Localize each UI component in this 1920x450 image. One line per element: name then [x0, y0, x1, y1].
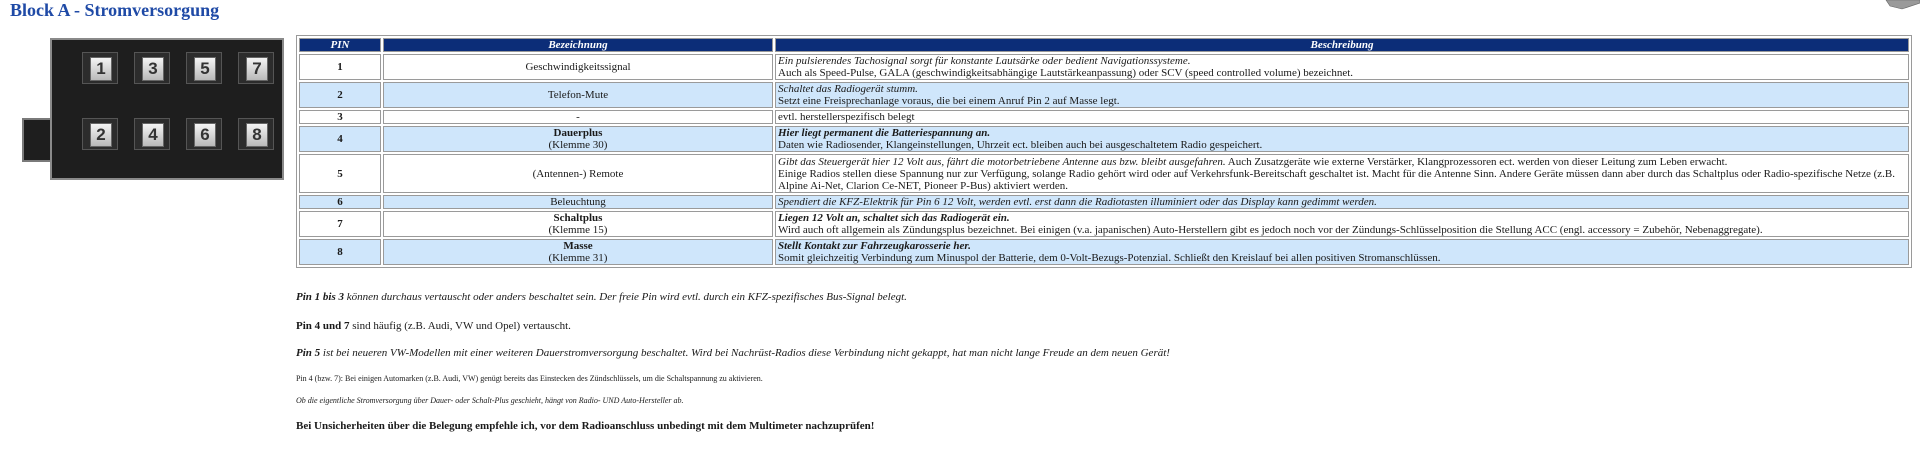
description-text: Einige Radios stellen diese Spannung nur zur Verfügung, solange Radio gehört wird oder auf Verkehrsfunk-Bereitschaft geschaltet ist. Macht für die Antenne Sinn. Andere Geräte müssen dann aber durch das Schaltplus oder Radio-spezifische Netze (z.B. Alpine Ai-Net, Clarion Ce-NET, Pioneer P-Bus) aktiviert werden. [778, 167, 1895, 192]
connector-pin [186, 118, 222, 150]
pin-number: 4 [299, 126, 381, 152]
designation-label: Masse [563, 240, 593, 252]
note-ignition: Pin 4 (bzw. 7): Bei einigen Automarken (z.B. Audi, VW) genügt bereits das Einstecken des Zündschlüssels, um die Schaltspannung zu aktivieren. [296, 374, 763, 383]
description-lead-continuation: Auch Zusatzgeräte wie externe Verstärker, Klangprozessoren ect. werden von dieser Leitung zum Leben erwacht. [1225, 155, 1728, 168]
table-row [299, 195, 1909, 209]
pin-label: 1 [90, 57, 112, 81]
connector-pin [238, 52, 274, 84]
connector-pin [82, 118, 118, 150]
pin-description [775, 211, 1909, 237]
description-text: Wird auch oft allgemein als Zündungsplus bezeichnet. Bei einigen (v.a. japanischen) Auto-Herstellern gibt es jedoch noch vor der Zündungs-Schlüsselposition die Stellung ACC (engl. accessory = Zubehör, Nebenaggregate). [778, 224, 1763, 236]
pin-designation [383, 82, 773, 108]
description-lead-line [778, 240, 1906, 252]
pin-number: 1 [299, 54, 381, 80]
pin-number: 8 [299, 239, 381, 265]
designation-label: - [576, 111, 580, 123]
table-row [299, 239, 1909, 265]
description-text: evtl. herstellerspezifisch belegt [778, 111, 915, 123]
pin-label: 3 [142, 57, 164, 81]
table-row [299, 154, 1909, 193]
pin-label: 5 [194, 57, 216, 81]
pin-designation [383, 126, 773, 152]
description-lead: Schaltet das Radiogerät stumm. [778, 83, 918, 95]
note-pins-1-3: Pin 1 bis 3 können durchaus vertauscht oder anders beschaltet sein. Der freie Pin wird evtl. durch ein KFZ-spezifisches Bus-Signal belegt. [296, 291, 907, 303]
column-header-description: Beschreibung [775, 38, 1909, 52]
connector-pin [134, 118, 170, 150]
table-row [299, 211, 1909, 237]
pin-designation [383, 154, 773, 193]
note-power-supply: Ob die eigentliche Stromversorgung über Dauer- oder Schalt-Plus geschieht, hängt von Radio- UND Auto-Hersteller ab. [296, 396, 684, 405]
designation-label: Beleuchtung [550, 196, 606, 208]
description-lead: Liegen 12 Volt an, schaltet sich das Radiogerät ein. [778, 212, 1010, 224]
pin-description [775, 154, 1909, 193]
description-lead-line [778, 55, 1906, 67]
description-lead: Gibt das Steuergerät hier 12 Volt aus, fährt die motorbetriebene Antenne aus bzw. bleibt ausgefahren. [778, 155, 1226, 168]
pin-designation [383, 239, 773, 265]
pin-number: 6 [299, 195, 381, 209]
connector-pin [238, 118, 274, 150]
description-lead-line [778, 212, 1906, 224]
pin-number: 2 [299, 82, 381, 108]
pin-number: 5 [299, 154, 381, 193]
designation-terminal: (Klemme 15) [548, 224, 608, 236]
corner-ornament [1880, 0, 1920, 10]
pin-description [775, 126, 1909, 152]
designation-label: Schaltplus [553, 212, 603, 224]
connector-pin [186, 52, 222, 84]
note-pins-4-7: Pin 4 und 7 sind häufig (z.B. Audi, VW und Opel) vertauscht. [296, 320, 571, 332]
connector-pin [134, 52, 170, 84]
pin-label: 8 [246, 123, 268, 147]
table-header-row [299, 38, 1909, 52]
description-text: Auch als Speed-Pulse, GALA (geschwindigkeitsabhängige Lautstärkeanpassung) oder SCV (speed controlled volume) bezeichnet. [778, 67, 1354, 79]
pin-description [775, 110, 1909, 124]
pin-designation [383, 211, 773, 237]
column-header-pin: PIN [299, 38, 381, 52]
connector-pin [82, 52, 118, 84]
description-lead-line [778, 83, 1906, 95]
iso-connector-diagram [22, 38, 284, 180]
pin-number: 7 [299, 211, 381, 237]
pin-label: 7 [246, 57, 268, 81]
designation-label: Telefon-Mute [547, 89, 609, 101]
designation-label: Dauerplus [553, 127, 603, 139]
description-lead-line [778, 127, 1906, 139]
description-text: Somit gleichzeitig Verbindung zum Minuspol der Batterie, dem 0-Volt-Bezugs-Potenzial. Schließt den Kreislauf bei allen positiven Stromanschlüssen. [778, 252, 1441, 264]
description-lead-line [778, 156, 1906, 168]
pin-assignment-table [296, 35, 1912, 268]
page-title: Block A - Stromversorgung [10, 0, 220, 20]
description-text: Daten wie Radiosender, Klangeinstellungen, Uhrzeit ect. bleiben auch bei ausgeschaltetem Radio gespeichert. [778, 139, 1263, 151]
description-text: Setzt eine Freisprechanlage voraus, die bei einem Anruf Pin 2 auf Masse legt. [778, 95, 1120, 107]
description-lead: Stellt Kontakt zur Fahrzeugkarosserie her. [778, 240, 971, 252]
description-lead: Ein pulsierendes Tachosignal sorgt für konstante Lautsärke oder bedient Navigationssysteme. [778, 55, 1191, 67]
pin-designation [383, 195, 773, 209]
pin-description [775, 195, 1909, 209]
pin-description [775, 54, 1909, 80]
pin-label: 6 [194, 123, 216, 147]
table-row [299, 82, 1909, 108]
description-lead-line [778, 196, 1906, 208]
description-lead: Spendiert die KFZ-Elektrik für Pin 6 12 Volt, werden evtl. erst dann die Radiotasten illuminiert oder das Display kann gedimmt werden. [778, 196, 1377, 208]
warning-multimeter: Bei Unsicherheiten über die Belegung empfehle ich, vor dem Radioanschluss unbedingt mit dem Multimeter nachzuprüfen! [296, 420, 875, 432]
pin-designation [383, 54, 773, 80]
pin-description [775, 239, 1909, 265]
pin-designation [383, 110, 773, 124]
designation-label: Geschwindigkeitssignal [525, 61, 631, 73]
table-row [299, 110, 1909, 124]
connector-housing [50, 38, 284, 180]
designation-terminal: (Klemme 31) [548, 252, 608, 264]
note-pin-5: Pin 5 ist bei neueren VW-Modellen mit einer weiteren Dauerstromversorgung beschaltet. Wird bei Nachrüst-Radios diese Verbindung nicht gekappt, hat man nicht lange Freude an dem neuen Gerät! [296, 347, 1170, 359]
designation-label: (Antennen-) Remote [532, 167, 624, 180]
table-row [299, 54, 1909, 80]
description-lead: Hier liegt permanent die Batteriespannung an. [778, 127, 991, 139]
column-header-name: Bezeichnung [383, 38, 773, 52]
pin-description [775, 82, 1909, 108]
pin-number: 3 [299, 110, 381, 124]
designation-terminal: (Klemme 30) [548, 139, 608, 151]
table-row [299, 126, 1909, 152]
pin-label: 4 [142, 123, 164, 147]
pin-label: 2 [90, 123, 112, 147]
connector-latch [22, 118, 52, 162]
